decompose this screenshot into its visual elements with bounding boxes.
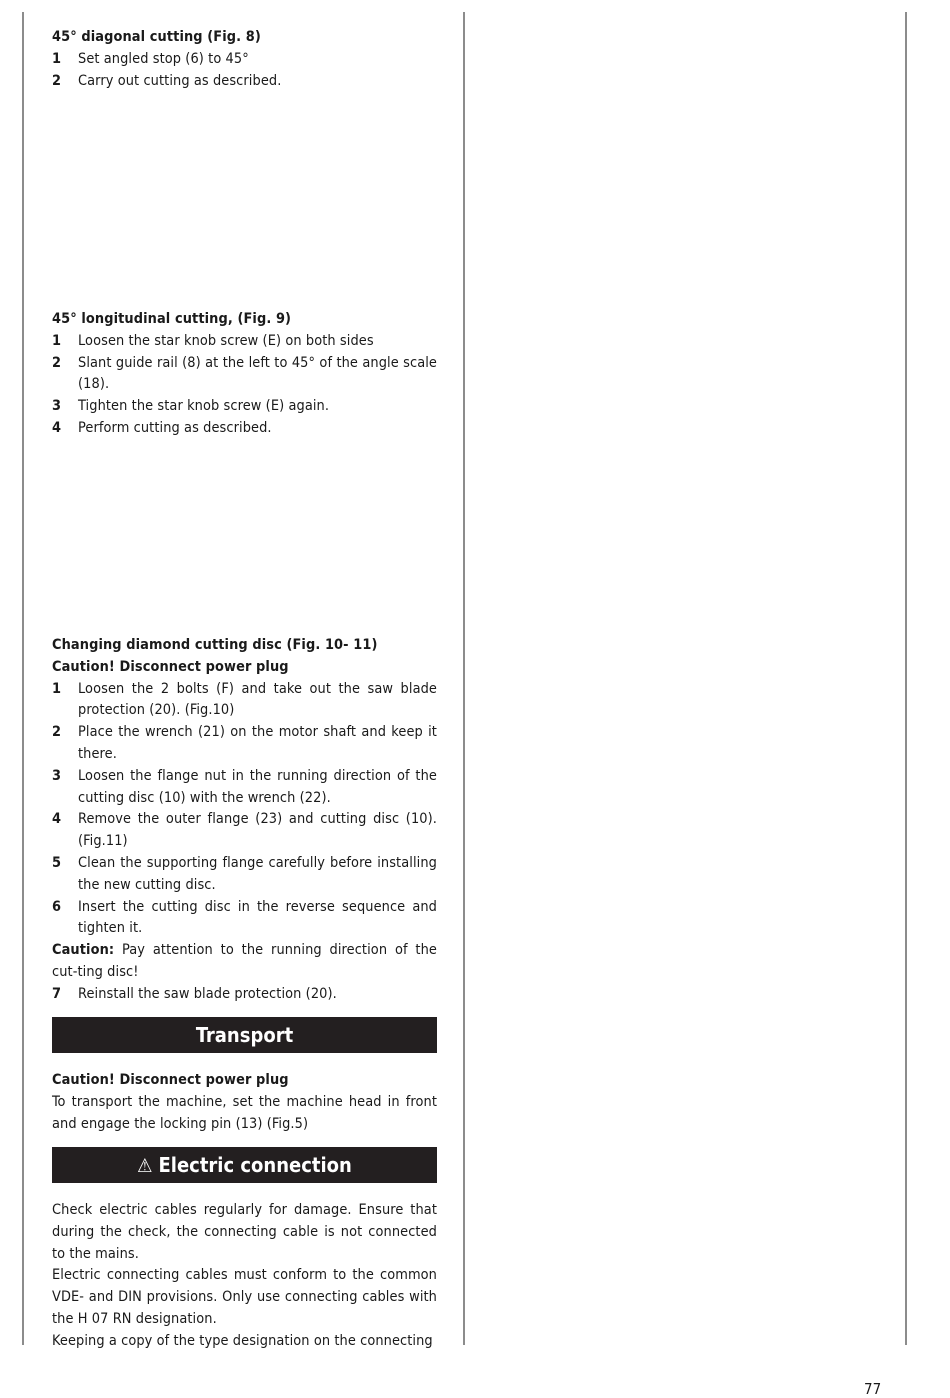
- step-text: Remove the outer flange (23) and cutting disc (10). (Fig.11): [78, 811, 437, 850]
- step-item: [52, 722, 437, 766]
- column-divider-rule: [463, 12, 465, 1345]
- step-number: 4: [52, 811, 62, 828]
- step-number: 2: [52, 724, 62, 741]
- step-text: Reinstall the saw blade protection (20).: [78, 985, 337, 1002]
- step-number: 3: [52, 398, 62, 415]
- step-text: Loosen the 2 bolts (F) and take out the saw blade protection (20). (Fig.10): [78, 680, 437, 719]
- step-item: [52, 353, 437, 397]
- step-text: Loosen the star knob screw (E) on both sides: [78, 332, 374, 349]
- step-text: Slant guide rail (8) at the left to 45° of the angle scale (18).: [78, 354, 437, 393]
- paragraph: Check electric cables regularly for damage. Ensure that during the check, the connecting cable is not connected to the mains.: [52, 1202, 437, 1262]
- section-heading: 45° diagonal cutting (Fig. 8): [52, 29, 261, 45]
- step-item: [52, 897, 437, 941]
- right-margin-rule: [905, 12, 907, 1345]
- step-number: 6: [52, 898, 62, 915]
- step-number: 1: [52, 680, 62, 697]
- step-item: [52, 809, 437, 853]
- section-longitudinal-cutting: [52, 309, 437, 440]
- step-number: 4: [52, 419, 62, 436]
- paragraph: Keeping a copy of the type designation on the connecting: [52, 1332, 433, 1349]
- caution-label: Caution:: [52, 942, 115, 959]
- step-text: Clean the supporting flange carefully before installing the new cutting disc.: [78, 854, 437, 893]
- step-text: Place the wrench (21) on the motor shaft and keep it there.: [78, 724, 437, 762]
- step-item: [52, 984, 437, 1006]
- electric-title: Electric connection: [158, 1153, 352, 1177]
- section-electric: [52, 1200, 437, 1353]
- left-margin-rule: [22, 12, 24, 1345]
- step-number: 2: [52, 354, 62, 371]
- step-item: [52, 49, 437, 71]
- step-text: Tighten the star knob screw (E) again.: [78, 398, 330, 415]
- step-text: Carry out cutting as described.: [78, 72, 282, 89]
- step-item: [52, 71, 437, 93]
- step-text: Set angled stop (6) to 45°: [78, 50, 249, 67]
- step-number: 5: [52, 854, 62, 871]
- step-number: 1: [52, 50, 62, 67]
- step-item: [52, 853, 437, 897]
- step-number: 7: [52, 985, 62, 1002]
- step-text: Insert the cutting disc in the reverse sequence and tighten it.: [78, 898, 437, 937]
- transport-title: Transport: [195, 1023, 294, 1047]
- electric-section-bar: [52, 1147, 437, 1183]
- step-number: 1: [52, 332, 62, 349]
- caution-note: [52, 940, 437, 984]
- step-number: 2: [52, 72, 62, 89]
- section-changing-disc: [52, 635, 437, 1006]
- section-diagonal-cutting: [52, 27, 437, 92]
- step-item: [52, 418, 437, 440]
- caution-line: Caution! Disconnect power plug: [52, 658, 289, 675]
- transport-text: To transport the machine, set the machine head in front and engage the locking pin (13) (Fig.5): [52, 1093, 437, 1132]
- section-heading: Changing diamond cutting disc (Fig. 10- 11): [52, 637, 378, 653]
- caution-line: Caution! Disconnect power plug: [52, 1072, 289, 1088]
- step-item: [52, 679, 437, 723]
- step-text: Loosen the flange nut in the running direction of the cutting disc (10) with the wrench (22).: [78, 767, 437, 806]
- transport-section-bar: [52, 1017, 437, 1053]
- step-item: [52, 331, 437, 353]
- caution-text: Pay attention to the running direction of the cut-ting disc!: [52, 942, 437, 980]
- section-heading: 45° longitudinal cutting, (Fig. 9): [52, 311, 292, 327]
- step-item: [52, 766, 437, 810]
- step-number: 3: [52, 767, 62, 784]
- page-number: 77: [864, 1380, 882, 1398]
- warning-triangle-icon: ⚠: [137, 1155, 153, 1177]
- step-text: Perform cutting as described.: [78, 419, 272, 436]
- paragraph: Electric connecting cables must conform to the common VDE- and DIN provisions. Only use connecting cables with the H 07 RN designation.: [52, 1267, 437, 1327]
- section-transport: [52, 1070, 437, 1135]
- step-item: [52, 396, 437, 418]
